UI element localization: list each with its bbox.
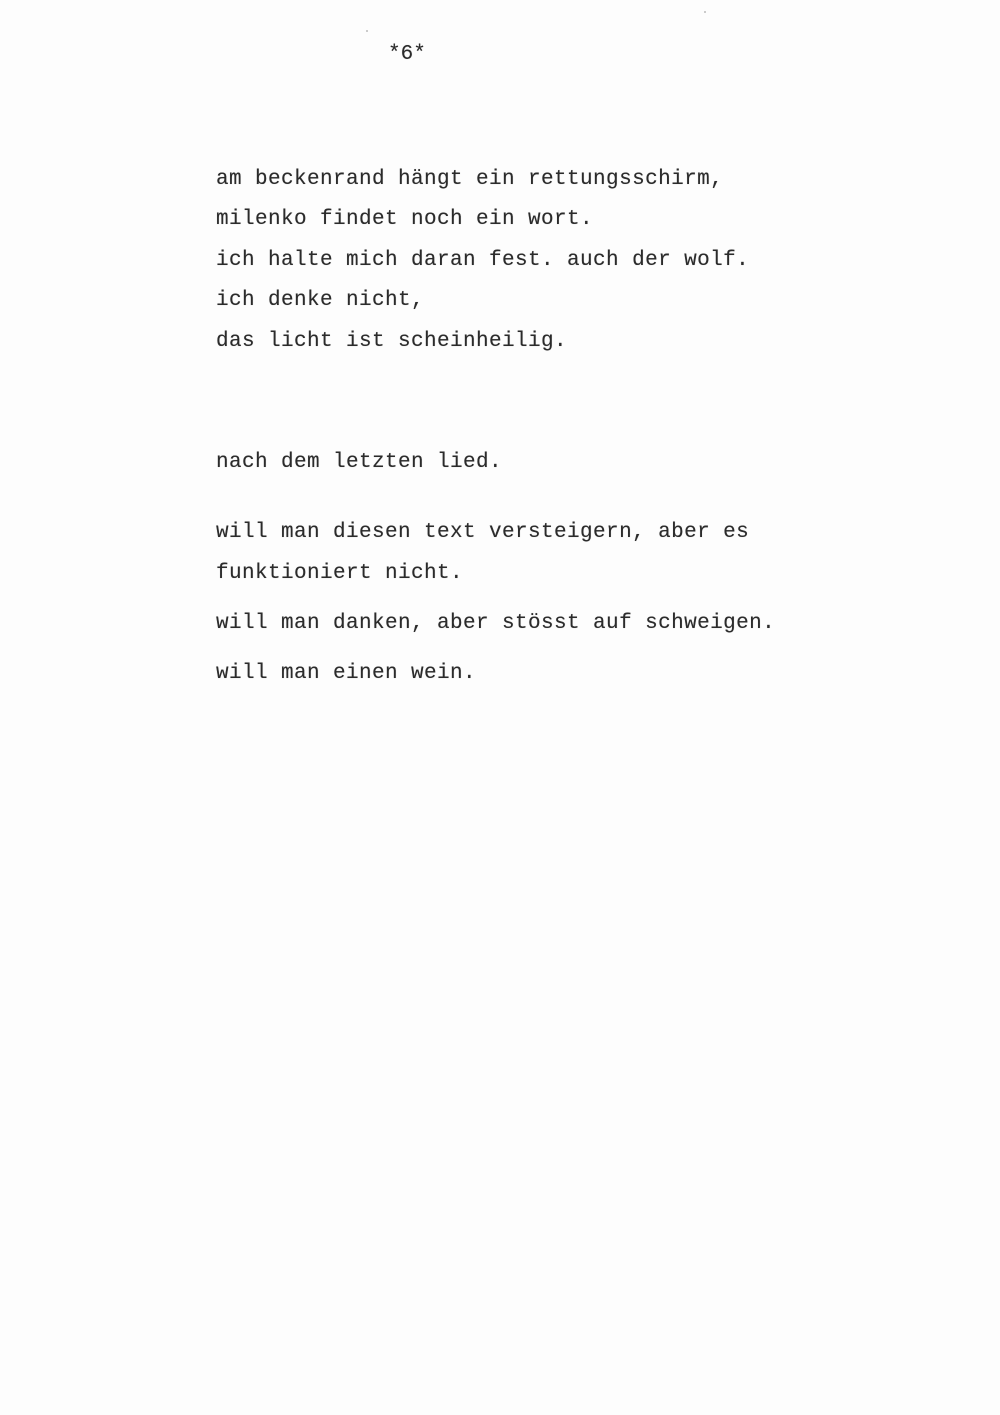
paper-speck <box>704 11 706 13</box>
poem-line: will man einen wein. <box>216 662 477 685</box>
paper-speck <box>366 30 368 32</box>
poem-line: will man diesen text versteigern, aber es <box>216 521 750 544</box>
poem-line: ich halte mich daran fest. auch der wolf. <box>216 249 750 272</box>
poem-line: das licht ist scheinheilig. <box>216 330 568 353</box>
poem-line: nach dem letzten lied. <box>216 451 503 474</box>
page-number: *6* <box>388 43 426 66</box>
poem-line: will man danken, aber stösst auf schweigen. <box>216 612 776 635</box>
poem-line: milenko findet noch ein wort. <box>216 208 594 231</box>
poem-line: funktioniert nicht. <box>216 562 464 585</box>
poem-line: ich denke nicht, <box>216 289 425 312</box>
poem-line: am beckenrand hängt ein rettungsschirm, <box>216 168 724 191</box>
